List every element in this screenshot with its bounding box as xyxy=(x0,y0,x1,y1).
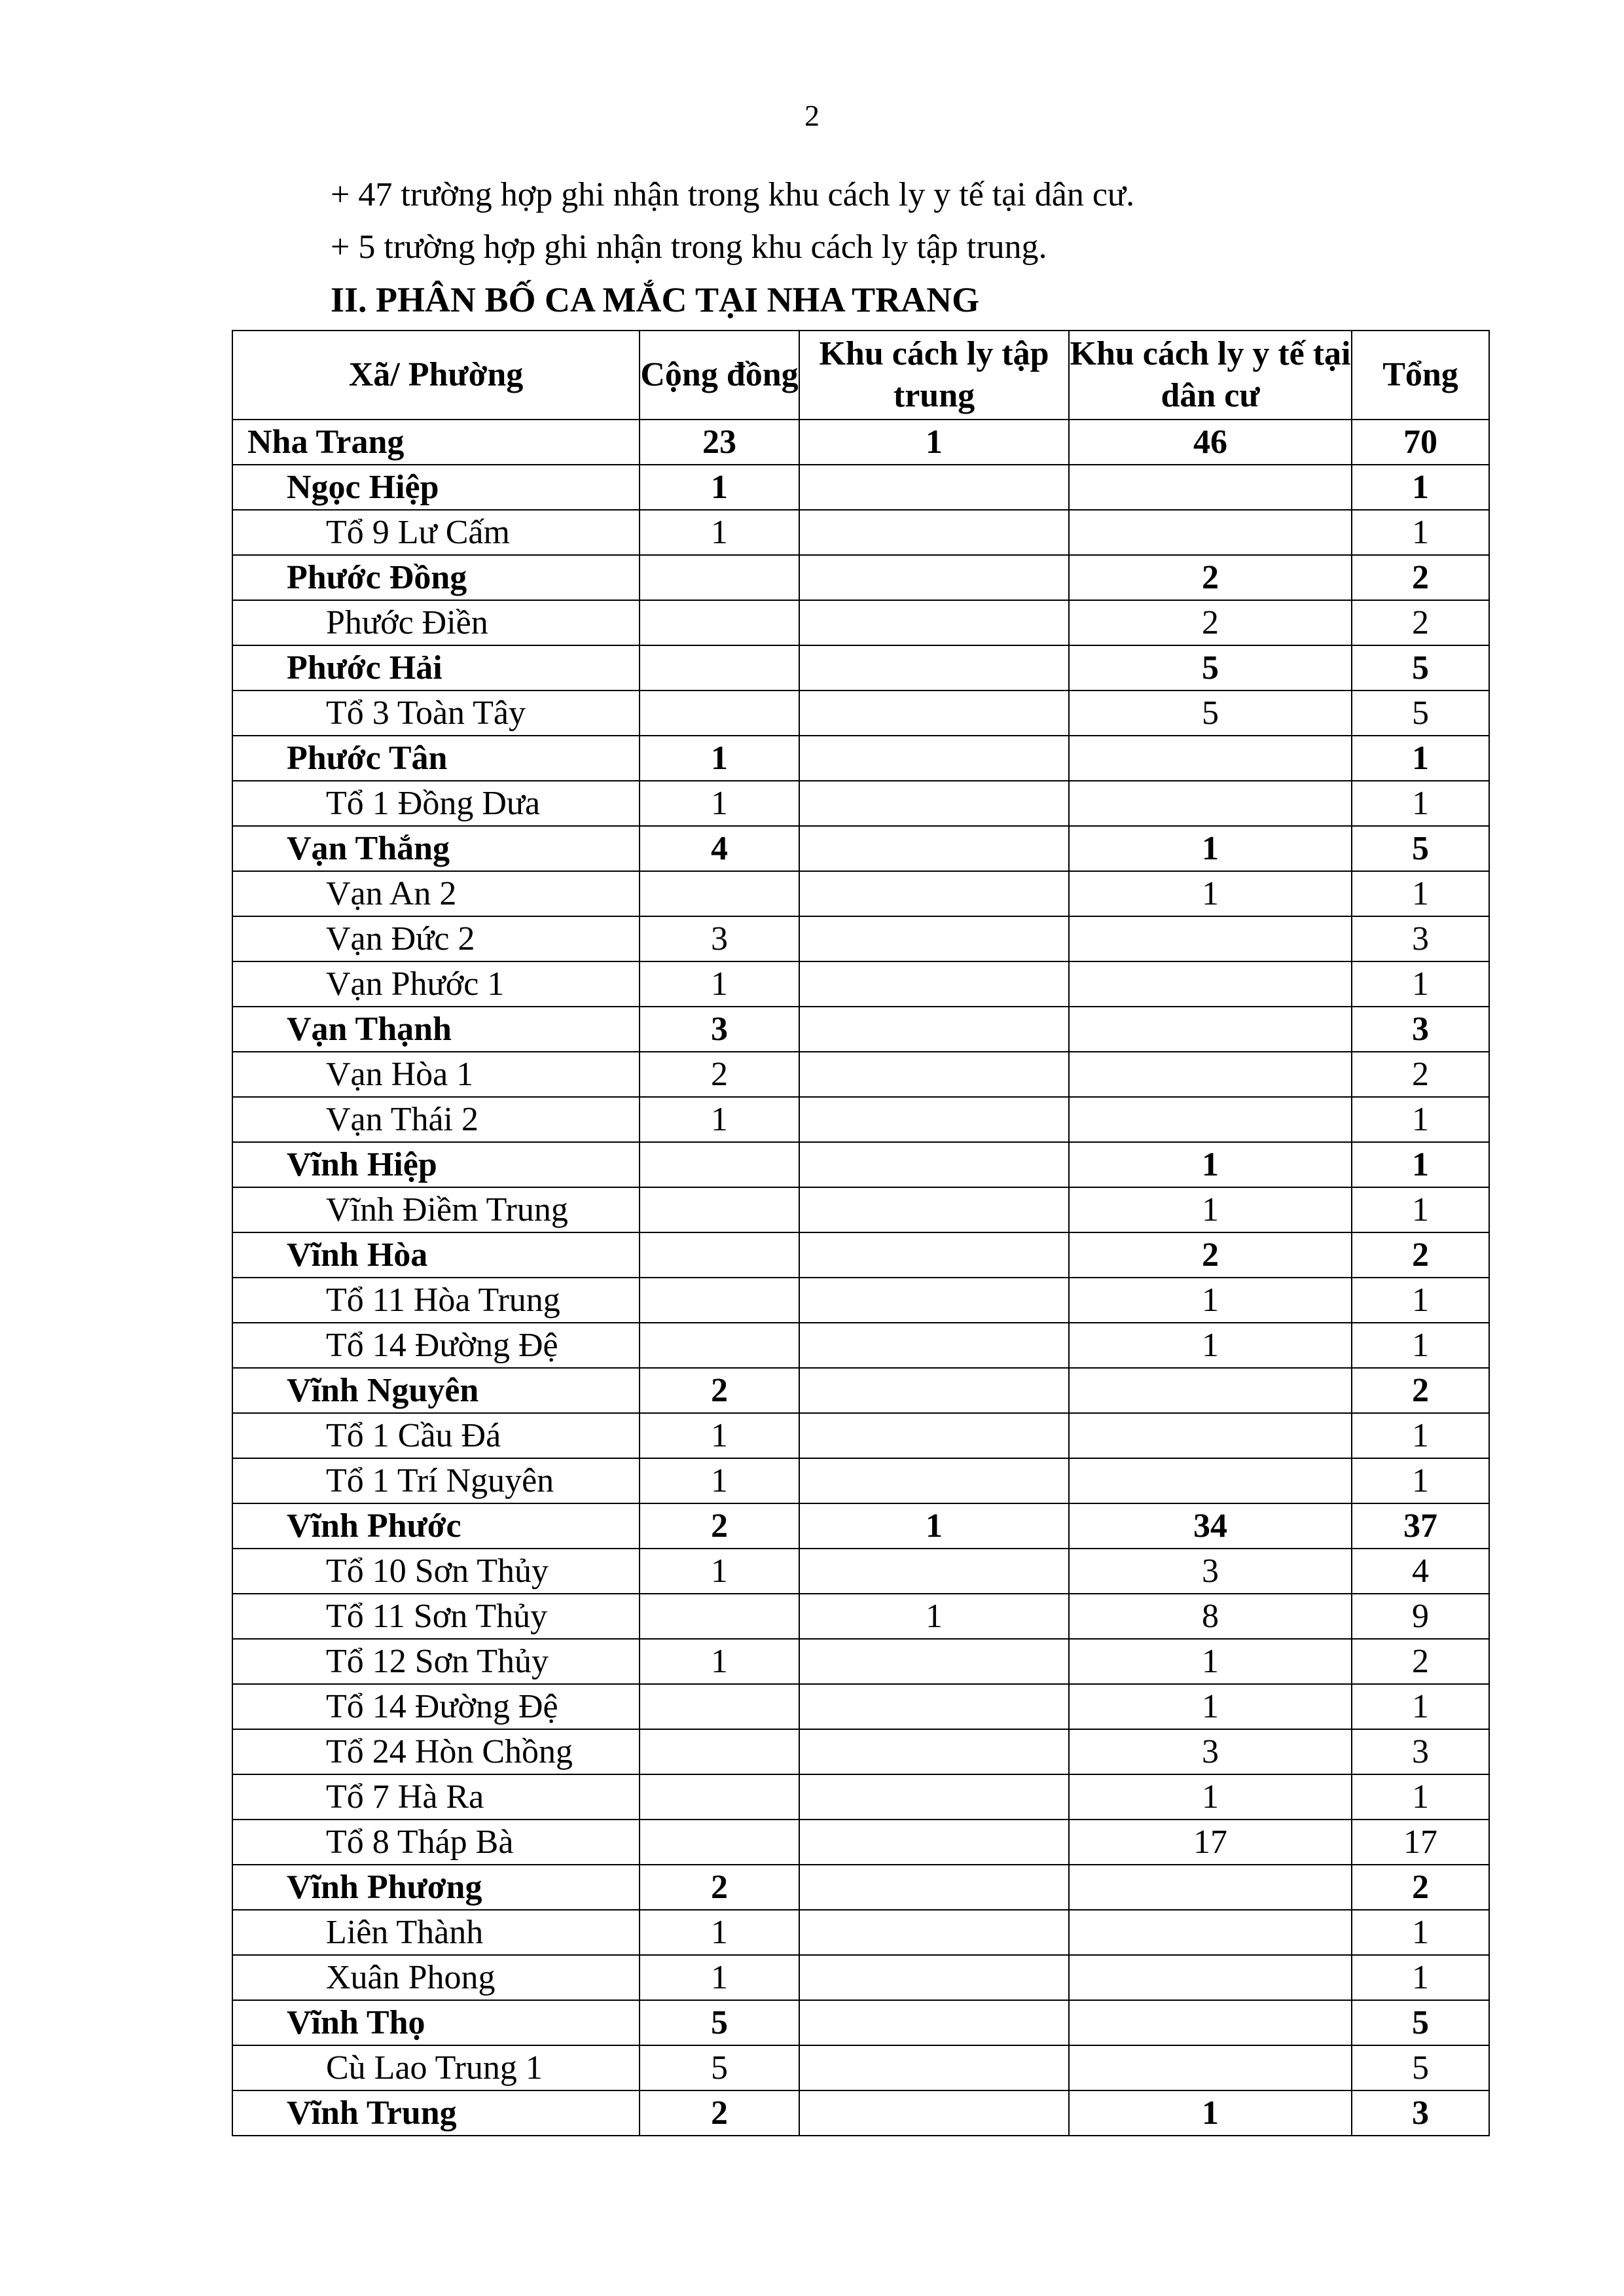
community-cell xyxy=(640,1278,799,1323)
total-cell: 3 xyxy=(1352,1007,1489,1052)
community-cell: 1 xyxy=(640,1413,799,1458)
residential-cell xyxy=(1069,961,1352,1007)
community-cell xyxy=(640,1323,799,1368)
ward-name-cell: Tổ 24 Hòn Chồng xyxy=(232,1729,640,1774)
community-cell xyxy=(640,1684,799,1729)
residential-cell xyxy=(1069,1458,1352,1503)
residential-cell: 1 xyxy=(1069,1142,1352,1187)
total-cell: 37 xyxy=(1352,1503,1489,1549)
total-cell: 5 xyxy=(1352,826,1489,871)
ward-name-cell: Nha Trang xyxy=(232,420,640,465)
ward-name-cell: Tổ 9 Lư Cấm xyxy=(232,510,640,555)
table-row xyxy=(232,1729,1489,1774)
total-cell: 1 xyxy=(1352,1142,1489,1187)
concentrated-cell xyxy=(799,1323,1069,1368)
table-row xyxy=(232,1594,1489,1639)
community-cell: 1 xyxy=(640,781,799,826)
residential-cell xyxy=(1069,1097,1352,1142)
residential-cell xyxy=(1069,2000,1352,2045)
concentrated-cell xyxy=(799,1097,1069,1142)
total-cell: 70 xyxy=(1352,420,1489,465)
ward-name-cell: Vĩnh Hòa xyxy=(232,1232,640,1278)
concentrated-cell xyxy=(799,1278,1069,1323)
residential-cell xyxy=(1069,1955,1352,2000)
residential-cell xyxy=(1069,1368,1352,1413)
residential-cell: 1 xyxy=(1069,1639,1352,1684)
table-row xyxy=(232,510,1489,555)
ward-name-cell: Tổ 1 Đồng Dưa xyxy=(232,781,640,826)
total-cell: 2 xyxy=(1352,1865,1489,1910)
community-cell: 1 xyxy=(640,510,799,555)
table-row xyxy=(232,1368,1489,1413)
community-cell xyxy=(640,1142,799,1187)
concentrated-cell xyxy=(799,1549,1069,1594)
residential-cell xyxy=(1069,916,1352,961)
community-cell: 1 xyxy=(640,465,799,510)
page-number: 2 xyxy=(804,99,820,132)
table-row xyxy=(232,1820,1489,1865)
ward-name-cell: Vạn Thắng xyxy=(232,826,640,871)
community-cell: 2 xyxy=(640,1503,799,1549)
table-row xyxy=(232,465,1489,510)
concentrated-cell xyxy=(799,465,1069,510)
table-row xyxy=(232,645,1489,691)
community-cell: 1 xyxy=(640,736,799,781)
concentrated-cell xyxy=(799,1684,1069,1729)
concentrated-cell xyxy=(799,1865,1069,1910)
community-cell xyxy=(640,600,799,645)
table-row xyxy=(232,2000,1489,2045)
concentrated-cell xyxy=(799,1820,1069,1865)
bullet-concentrated-isolation: + 5 trường hợp ghi nhận trong khu cách ly tập trung. xyxy=(331,228,1047,266)
total-cell: 1 xyxy=(1352,1458,1489,1503)
residential-cell xyxy=(1069,1865,1352,1910)
concentrated-cell xyxy=(799,691,1069,736)
community-cell: 4 xyxy=(640,826,799,871)
residential-cell xyxy=(1069,1052,1352,1097)
table-row xyxy=(232,1774,1489,1820)
community-cell xyxy=(640,555,799,600)
total-cell: 1 xyxy=(1352,1097,1489,1142)
header-concentrated-isolation: Khu cách ly tập trung xyxy=(799,331,1069,420)
total-cell: 1 xyxy=(1352,1413,1489,1458)
concentrated-cell xyxy=(799,1955,1069,2000)
community-cell: 1 xyxy=(640,1097,799,1142)
concentrated-cell xyxy=(799,1910,1069,1955)
concentrated-cell xyxy=(799,1729,1069,1774)
table-row xyxy=(232,1007,1489,1052)
table-row xyxy=(232,1187,1489,1232)
community-cell: 1 xyxy=(640,1910,799,1955)
ward-name-cell: Vĩnh Trung xyxy=(232,2090,640,2136)
community-cell: 1 xyxy=(640,1458,799,1503)
table-row xyxy=(232,736,1489,781)
residential-cell xyxy=(1069,465,1352,510)
ward-name-cell: Vạn Hòa 1 xyxy=(232,1052,640,1097)
header-total: Tổng xyxy=(1352,331,1489,420)
section-title: II. PHÂN BỐ CA MẮC TẠI NHA TRANG xyxy=(331,280,980,319)
residential-cell xyxy=(1069,1007,1352,1052)
table-row xyxy=(232,1142,1489,1187)
ward-name-cell: Liên Thành xyxy=(232,1910,640,1955)
total-cell: 17 xyxy=(1352,1820,1489,1865)
concentrated-cell xyxy=(799,1007,1069,1052)
ward-name-cell: Phước Đồng xyxy=(232,555,640,600)
header-community: Cộng đồng xyxy=(640,331,799,420)
ward-name-cell: Vạn Đức 2 xyxy=(232,916,640,961)
table-row xyxy=(232,1503,1489,1549)
residential-cell xyxy=(1069,2045,1352,2090)
community-cell: 1 xyxy=(640,961,799,1007)
concentrated-cell: 1 xyxy=(799,1503,1069,1549)
concentrated-cell xyxy=(799,781,1069,826)
community-cell: 5 xyxy=(640,2000,799,2045)
total-cell: 4 xyxy=(1352,1549,1489,1594)
concentrated-cell xyxy=(799,645,1069,691)
table-row xyxy=(232,1052,1489,1097)
residential-cell: 1 xyxy=(1069,871,1352,916)
table-row xyxy=(232,1097,1489,1142)
total-cell: 1 xyxy=(1352,1278,1489,1323)
ward-name-cell: Tổ 3 Toàn Tây xyxy=(232,691,640,736)
header-residential-isolation: Khu cách ly y tế tại dân cư xyxy=(1069,331,1352,420)
header-ward: Xã/ Phường xyxy=(232,331,640,420)
ward-name-cell: Vĩnh Phước xyxy=(232,1503,640,1549)
residential-cell: 1 xyxy=(1069,1774,1352,1820)
concentrated-cell xyxy=(799,961,1069,1007)
table-row xyxy=(232,871,1489,916)
ward-name-cell: Vĩnh Thọ xyxy=(232,2000,640,2045)
residential-cell: 2 xyxy=(1069,1232,1352,1278)
ward-name-cell: Vĩnh Phương xyxy=(232,1865,640,1910)
concentrated-cell xyxy=(799,600,1069,645)
total-cell: 1 xyxy=(1352,961,1489,1007)
table-row xyxy=(232,1955,1489,2000)
residential-cell xyxy=(1069,736,1352,781)
residential-cell: 5 xyxy=(1069,691,1352,736)
community-cell xyxy=(640,1729,799,1774)
table-row xyxy=(232,1413,1489,1458)
community-cell: 2 xyxy=(640,1052,799,1097)
total-cell: 1 xyxy=(1352,510,1489,555)
concentrated-cell xyxy=(799,1458,1069,1503)
concentrated-cell xyxy=(799,510,1069,555)
total-cell: 3 xyxy=(1352,1729,1489,1774)
ward-name-cell: Vĩnh Điềm Trung xyxy=(232,1187,640,1232)
ward-name-cell: Tổ 14 Đường Đệ xyxy=(232,1684,640,1729)
total-cell: 5 xyxy=(1352,2000,1489,2045)
community-cell: 1 xyxy=(640,1955,799,2000)
concentrated-cell xyxy=(799,555,1069,600)
bullet-community-isolation: + 47 trường hợp ghi nhận trong khu cách ly y tế tại dân cư. xyxy=(331,176,1135,213)
table-row xyxy=(232,555,1489,600)
community-cell xyxy=(640,691,799,736)
total-cell: 1 xyxy=(1352,1684,1489,1729)
ward-name-cell: Vạn Phước 1 xyxy=(232,961,640,1007)
community-cell xyxy=(640,1187,799,1232)
ward-name-cell: Tổ 7 Hà Ra xyxy=(232,1774,640,1820)
table-row xyxy=(232,691,1489,736)
residential-cell: 3 xyxy=(1069,1549,1352,1594)
total-cell: 1 xyxy=(1352,1910,1489,1955)
table-row xyxy=(232,961,1489,1007)
total-cell: 2 xyxy=(1352,600,1489,645)
concentrated-cell xyxy=(799,1187,1069,1232)
total-cell: 1 xyxy=(1352,465,1489,510)
residential-cell: 34 xyxy=(1069,1503,1352,1549)
table-row xyxy=(232,916,1489,961)
residential-cell xyxy=(1069,1413,1352,1458)
total-cell: 1 xyxy=(1352,736,1489,781)
ward-name-cell: Vạn An 2 xyxy=(232,871,640,916)
total-cell: 2 xyxy=(1352,1639,1489,1684)
total-cell: 3 xyxy=(1352,916,1489,961)
table-row xyxy=(232,826,1489,871)
community-cell xyxy=(640,1820,799,1865)
table-row xyxy=(232,1639,1489,1684)
concentrated-cell xyxy=(799,1368,1069,1413)
total-cell: 9 xyxy=(1352,1594,1489,1639)
concentrated-cell xyxy=(799,871,1069,916)
total-cell: 2 xyxy=(1352,555,1489,600)
community-cell xyxy=(640,1774,799,1820)
total-cell: 1 xyxy=(1352,1323,1489,1368)
table-header-row xyxy=(232,331,1489,420)
table-row xyxy=(232,1549,1489,1594)
community-cell xyxy=(640,1232,799,1278)
ward-name-cell: Tổ 1 Cầu Đá xyxy=(232,1413,640,1458)
concentrated-cell: 1 xyxy=(799,420,1069,465)
total-cell: 1 xyxy=(1352,871,1489,916)
table-row xyxy=(232,420,1489,465)
community-cell: 23 xyxy=(640,420,799,465)
community-cell xyxy=(640,645,799,691)
concentrated-cell xyxy=(799,1142,1069,1187)
residential-cell: 2 xyxy=(1069,600,1352,645)
residential-cell: 1 xyxy=(1069,1187,1352,1232)
ward-name-cell: Ngọc Hiệp xyxy=(232,465,640,510)
ward-name-cell: Tổ 8 Tháp Bà xyxy=(232,1820,640,1865)
concentrated-cell xyxy=(799,1413,1069,1458)
total-cell: 1 xyxy=(1352,1187,1489,1232)
residential-cell: 1 xyxy=(1069,2090,1352,2136)
total-cell: 2 xyxy=(1352,1052,1489,1097)
residential-cell xyxy=(1069,781,1352,826)
community-cell: 3 xyxy=(640,1007,799,1052)
table-row xyxy=(232,1458,1489,1503)
residential-cell: 8 xyxy=(1069,1594,1352,1639)
table-row xyxy=(232,781,1489,826)
total-cell: 5 xyxy=(1352,2045,1489,2090)
table-row xyxy=(232,1232,1489,1278)
community-cell: 1 xyxy=(640,1549,799,1594)
concentrated-cell: 1 xyxy=(799,1594,1069,1639)
ward-name-cell: Vĩnh Hiệp xyxy=(232,1142,640,1187)
ward-name-cell: Tổ 1 Trí Nguyên xyxy=(232,1458,640,1503)
community-cell xyxy=(640,871,799,916)
residential-cell: 1 xyxy=(1069,1684,1352,1729)
table-row xyxy=(232,1278,1489,1323)
total-cell: 1 xyxy=(1352,1955,1489,2000)
case-distribution-table xyxy=(232,330,1490,2136)
table-row xyxy=(232,2045,1489,2090)
concentrated-cell xyxy=(799,1232,1069,1278)
table-row xyxy=(232,1910,1489,1955)
concentrated-cell xyxy=(799,1639,1069,1684)
concentrated-cell xyxy=(799,2045,1069,2090)
table-row xyxy=(232,1323,1489,1368)
ward-name-cell: Tổ 11 Hòa Trung xyxy=(232,1278,640,1323)
residential-cell: 1 xyxy=(1069,1323,1352,1368)
total-cell: 5 xyxy=(1352,691,1489,736)
residential-cell: 5 xyxy=(1069,645,1352,691)
ward-name-cell: Cù Lao Trung 1 xyxy=(232,2045,640,2090)
residential-cell: 2 xyxy=(1069,555,1352,600)
residential-cell xyxy=(1069,510,1352,555)
residential-cell: 3 xyxy=(1069,1729,1352,1774)
residential-cell: 46 xyxy=(1069,420,1352,465)
table-body xyxy=(232,420,1489,2136)
community-cell: 1 xyxy=(640,1639,799,1684)
ward-name-cell: Vạn Thái 2 xyxy=(232,1097,640,1142)
residential-cell: 1 xyxy=(1069,1278,1352,1323)
ward-name-cell: Tổ 12 Sơn Thủy xyxy=(232,1639,640,1684)
total-cell: 1 xyxy=(1352,1774,1489,1820)
concentrated-cell xyxy=(799,2000,1069,2045)
ward-name-cell: Xuân Phong xyxy=(232,1955,640,2000)
residential-cell: 1 xyxy=(1069,826,1352,871)
concentrated-cell xyxy=(799,916,1069,961)
table-row xyxy=(232,1865,1489,1910)
residential-cell xyxy=(1069,1910,1352,1955)
table-row xyxy=(232,600,1489,645)
ward-name-cell: Tổ 10 Sơn Thủy xyxy=(232,1549,640,1594)
total-cell: 2 xyxy=(1352,1368,1489,1413)
community-cell: 2 xyxy=(640,1865,799,1910)
ward-name-cell: Phước Tân xyxy=(232,736,640,781)
table-row xyxy=(232,1684,1489,1729)
total-cell: 1 xyxy=(1352,781,1489,826)
ward-name-cell: Tổ 14 Đường Đệ xyxy=(232,1323,640,1368)
ward-name-cell: Phước Hải xyxy=(232,645,640,691)
concentrated-cell xyxy=(799,736,1069,781)
table-row xyxy=(232,2090,1489,2136)
ward-name-cell: Vĩnh Nguyên xyxy=(232,1368,640,1413)
ward-name-cell: Tổ 11 Sơn Thủy xyxy=(232,1594,640,1639)
residential-cell: 17 xyxy=(1069,1820,1352,1865)
community-cell xyxy=(640,1594,799,1639)
concentrated-cell xyxy=(799,1052,1069,1097)
community-cell: 5 xyxy=(640,2045,799,2090)
concentrated-cell xyxy=(799,826,1069,871)
community-cell: 2 xyxy=(640,1368,799,1413)
community-cell: 2 xyxy=(640,2090,799,2136)
concentrated-cell xyxy=(799,1774,1069,1820)
total-cell: 2 xyxy=(1352,1232,1489,1278)
ward-name-cell: Vạn Thạnh xyxy=(232,1007,640,1052)
community-cell: 3 xyxy=(640,916,799,961)
total-cell: 3 xyxy=(1352,2090,1489,2136)
total-cell: 5 xyxy=(1352,645,1489,691)
concentrated-cell xyxy=(799,2090,1069,2136)
ward-name-cell: Phước Điền xyxy=(232,600,640,645)
